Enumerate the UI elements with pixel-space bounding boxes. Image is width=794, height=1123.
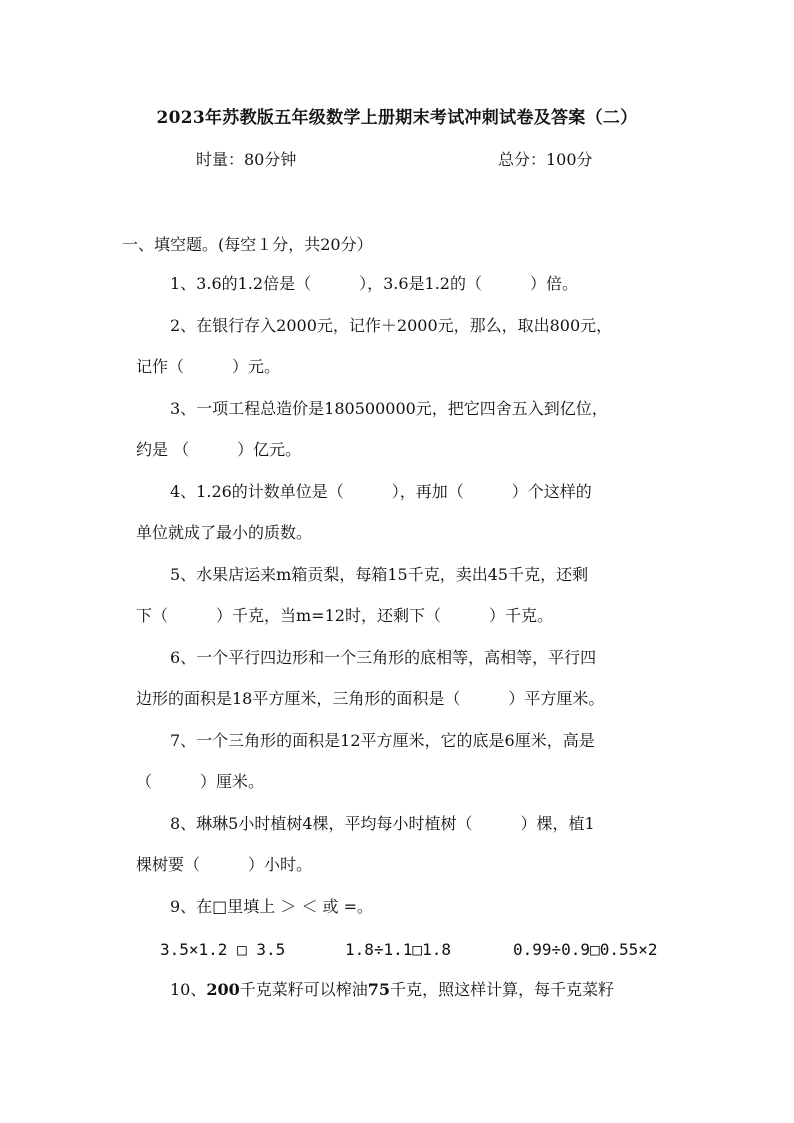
- question-7-line-1: 7、一个三角形的面积是12平方厘米，它的底是6厘米，高是: [170, 731, 595, 750]
- question-5-line-2: 下（ ）千克，当m=12时，还剩下（ ）千克。: [136, 606, 553, 625]
- q10-number-2: 75: [367, 980, 391, 999]
- question-9: 9、在□里填上 ＞ ＜ 或 =。: [170, 897, 374, 916]
- question-3-line-1: 3、一项工程总造价是180500000元，把它四舍五入到亿位，: [170, 399, 608, 418]
- time-label: 时量：80分钟: [196, 150, 297, 169]
- question-4-line-1: 4、1.26的计数单位是（ ），再加（ ）个这样的: [170, 482, 592, 501]
- expression-1: 3.5×1.2 □ 3.5: [160, 940, 286, 959]
- score-label: 总分：100分: [498, 150, 593, 169]
- question-4-line-2: 单位就成了最小的质数。: [136, 523, 313, 542]
- question-8-line-2: 棵树要（ ）小时。: [136, 855, 313, 874]
- question-9-expressions: [0, 940, 794, 962]
- q10-number-1: 200: [206, 980, 240, 999]
- page-title: 2023年苏教版五年级数学上册期末考试冲刺试卷及答案（二）: [156, 108, 638, 128]
- q10-prefix: 10、: [170, 980, 207, 999]
- question-6-line-1: 6、一个平行四边形和一个三角形的底相等，高相等，平行四: [170, 648, 597, 667]
- question-1: 1、3.6的1.2倍是（ ），3.6是1.2的（ ）倍。: [170, 274, 578, 293]
- question-10-line-1: [170, 979, 614, 1001]
- question-5-line-1: 5、水果店运来m箱贡梨，每箱15千克，卖出45千克，还剩: [170, 565, 589, 584]
- question-7-line-2: （ ）厘米。: [136, 772, 265, 791]
- question-6-line-2: 边形的面积是18平方厘米，三角形的面积是（ ）平方厘米。: [136, 689, 605, 708]
- q10-middle: 千克菜籽可以榨油: [239, 980, 368, 999]
- section-heading: 一、填空题。(每空１分，共20分）: [122, 235, 373, 254]
- question-2-line-1: 2、在银行存入2000元，记作＋2000元，那么，取出800元，: [170, 316, 613, 335]
- expression-3: 0.99÷0.9□0.55×2: [513, 940, 658, 959]
- expression-2: 1.8÷1.1□1.8: [345, 940, 451, 959]
- question-2-line-2: 记作（ ）元。: [136, 357, 281, 376]
- q10-end: 千克，照这样计算，每千克菜籽: [390, 980, 615, 999]
- question-3-line-2: 约是 （ ）亿元。: [136, 440, 302, 459]
- question-8-line-1: 8、琳琳5小时植树4棵，平均每小时植树（ ）棵，植1: [170, 814, 595, 833]
